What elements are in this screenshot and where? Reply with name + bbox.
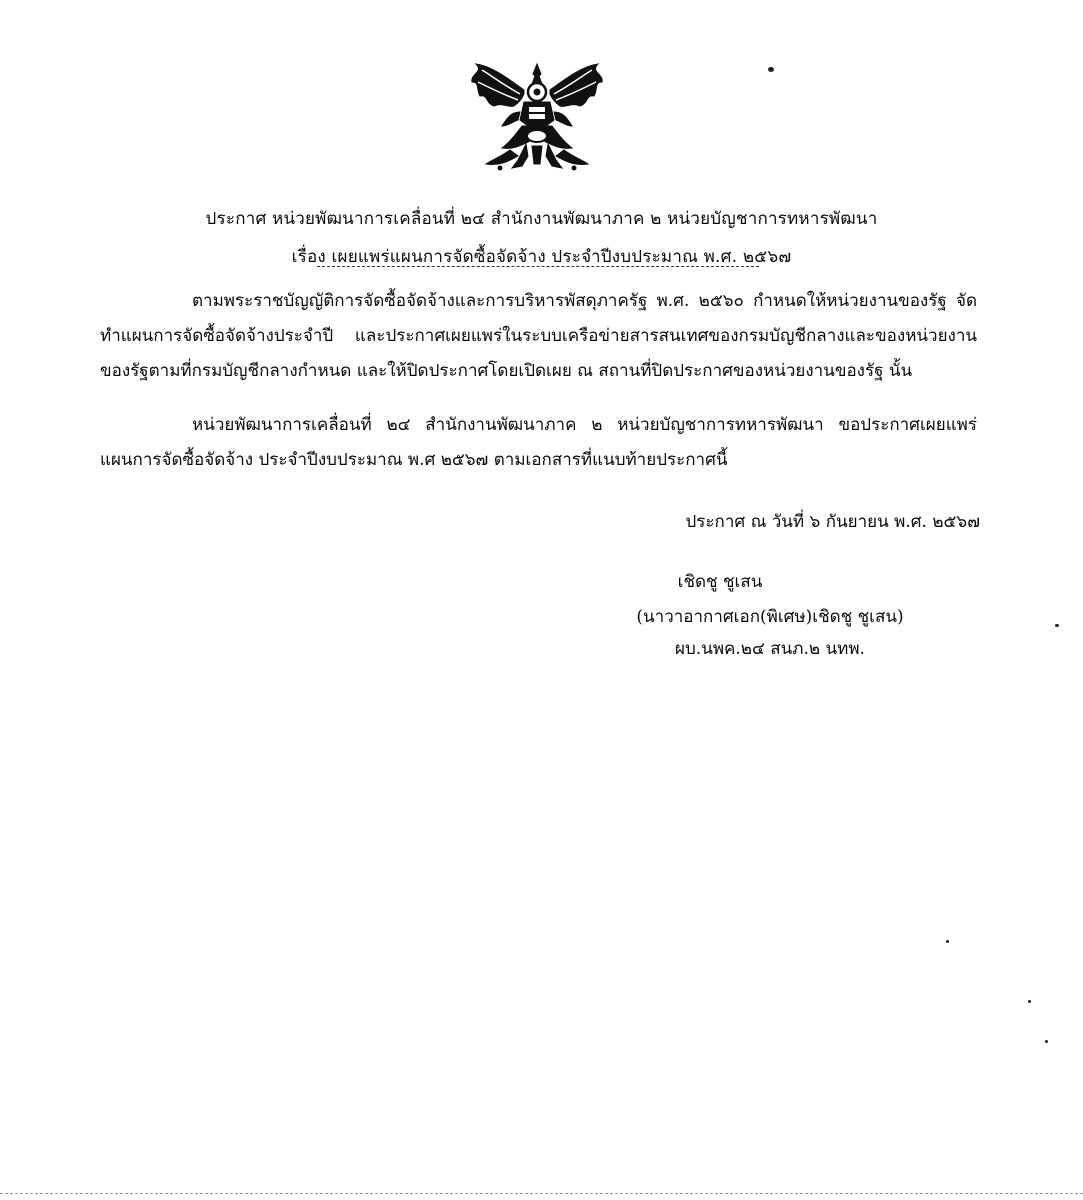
signature-text: เชิดชู ชูเสน [677, 572, 763, 592]
signer-name: (นาวาอากาศเอก(พิเศษ)เชิดชู ชูเสน) [636, 607, 904, 627]
scan-edge-line [0, 1193, 1083, 1194]
scan-speck [1045, 1040, 1048, 1043]
signature [660, 568, 780, 594]
paragraph-announcement [100, 408, 977, 478]
scan-speck [946, 940, 949, 943]
announcement-date: ประกาศ ณ วันที่ ๖ กันยายน พ.ศ. ๒๕๖๗ [685, 512, 980, 532]
announcement-subject: เรื่อง เผยแพร่แผนการจัดซื้อจัดจ้าง ประจำปีงบประมาณ พ.ศ. ๒๕๖๗ [291, 247, 792, 267]
paragraph-legal-basis [100, 284, 977, 389]
scan-speck [1028, 1000, 1031, 1003]
paragraph-legal-basis-text: ตามพระราชบัญญัติการจัดซื้อจัดจ้างและการบริหารพัสดุภาครัฐ พ.ศ. ๒๕๖๐ กำหนดให้หน่วยงานของรัฐ จัดทำแผนการจัดซื้อจัดจ้างประจำปี และประกาศเผยแพร่ในระบบเครือข่ายสารสนเทศของกรมบัญชีกลางและของหน่วยงานของรัฐตามที่กรมบัญชีกลางกำหนด และให้ปิดประกาศโดยเปิดเผย ณ สถานที่ปิดประกาศของหน่วยงานของรัฐ นั้น [100, 291, 977, 381]
paragraph-announcement-text: หน่วยพัฒนาการเคลื่อนที่ ๒๔ สำนักงานพัฒนาภาค ๒ หน่วยบัญชาการทหารพัฒนา ขอประกาศเผยแพร่แผนการจัดซื้อจัดจ้าง ประจำปีงบประมาณ พ.ศ ๒๕๖๗ ตามเอกสารที่แนบท้ายประกาศนี้ [100, 415, 977, 470]
signer-title: ผบ.นพค.๒๔ สนภ.๒ นทพ. [675, 639, 865, 659]
scan-speck [1055, 624, 1059, 627]
scan-speck [768, 67, 774, 72]
title-divider [317, 266, 759, 267]
garuda-emblem-icon [462, 60, 612, 172]
announcement-title: ประกาศ หน่วยพัฒนาการเคลื่อนที่ ๒๔ สำนักงานพัฒนาภาค ๒ หน่วยบัญชาการทหารพัฒนา [205, 209, 878, 229]
